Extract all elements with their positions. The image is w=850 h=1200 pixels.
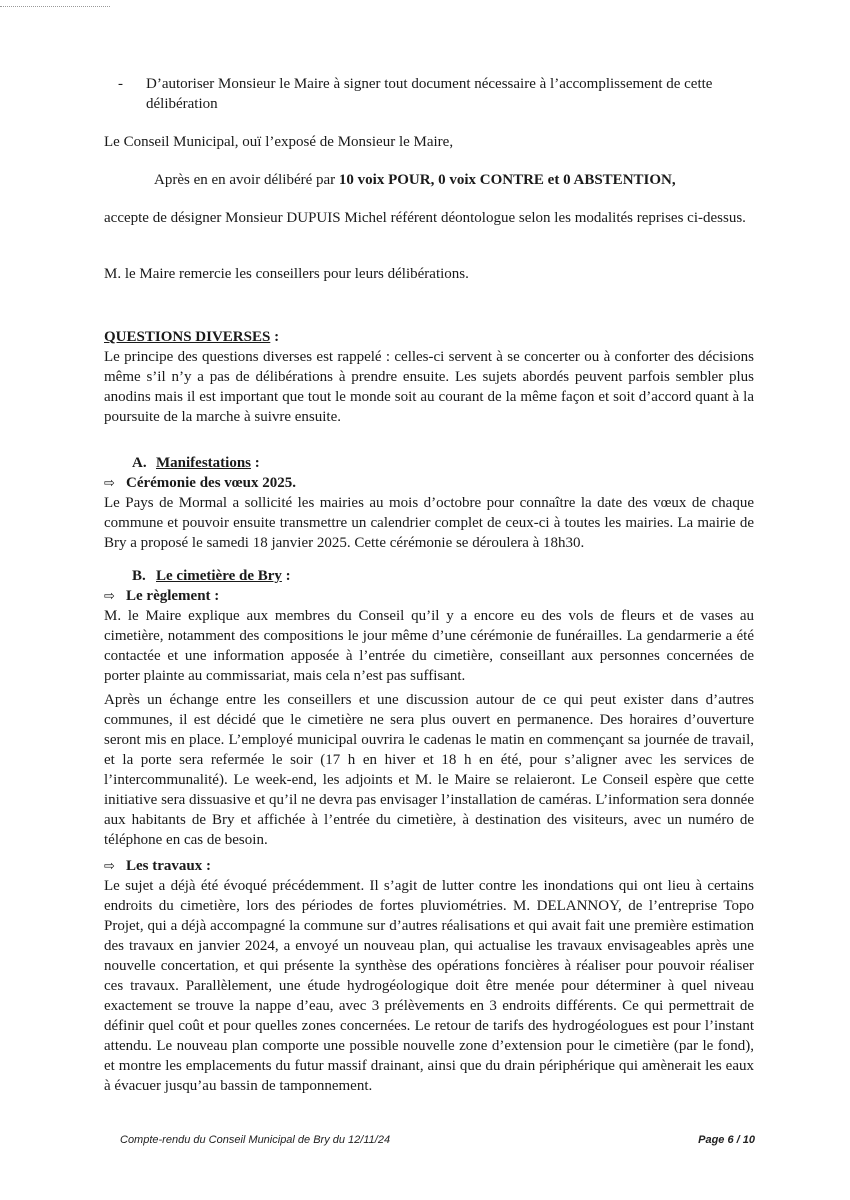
bullet-dash: -: [118, 76, 123, 92]
vote-prefix: Après en en avoir délibéré par: [154, 172, 336, 188]
section-a-suffix: :: [251, 455, 260, 471]
section-b-sub2-text: Le sujet a déjà été évoqué précédemment. Il s’agit de lutter contre les inondations qui ont lieu à certains endroits du cimetière, lors des périodes de fortes pluviométries. M. DELANNOY, de l’entreprise Topo Projet, qui a déjà accompagné la commune sur d’autres réalisations et qui avait fait une première estimation des travaux en janvier 2024, a envoyé un nouveau plan, qui actualise les travaux envisageables après une nouvelle concertation, et qui présente la synthèse des opérations foncières à réaliser pour pouvoir réaliser ces travaux. Parallèlement, une étude hydrogéologique doit être menée pour déterminer à quel niveau exactement se trouve la nappe d’eau, avec 3 prélèvements en 3 endroits différents. Ce qui permettrait de définir quel coût et pour quelles zones concernées. Le retour de tarifs des hydrogéologues est pour l’instant attendu. Le nouveau plan comporte une possible nouvelle zone d’extension pour le cimetière (par le fond), et montre les emplacements du futur massif drainant, ainsi que du drain périphérique qui amènerait les eaux à évacuer jusqu’au bassin de tamponnement.: [104, 878, 754, 1094]
conseil-line: Le Conseil Municipal, ouï l’exposé de Monsieur le Maire,: [104, 134, 454, 150]
bullet-item: [118, 74, 754, 114]
section-b-sub1-p1: M. le Maire explique aux membres du Conseil qu’il y a encore eu des vols de fleurs et de vases au cimetière, notamment des compositions le jour même d’une cérémonie de funérailles. La gendarmerie a été contactée et une information apposée à l’entrée du cimetière, conseillant aux personnes concernées de porter plainte au commissariat, mais cela n’est pas suffisant.: [104, 608, 754, 684]
section-a-heading: [132, 453, 260, 473]
section-b-heading: [132, 566, 291, 586]
section-b-sub1-p2: Après un échange entre les conseillers et une discussion autour de ce qui peut exister dans d’autres communes, il est décidé que le cimetière ne sera plus ouvert en permanence. Des horaires d’ouverture seront mis en place. L’employé municipal ouvrira le cadenas le matin en commençant sa journée de travail, et la porte sera refermée le soir (17 h en hiver et 18 h en été, pour s’aligner avec les services de l’intercommunalité). Le week-end, les adjoints et M. le Maire se relaieront. Le Conseil espère que cette initiative sera dissuasive et qu’il ne devra pas envisager l’installation de caméras. L’information sera donnée aux habitants de Bry et affichée à l’entrée du cimetière, à destination des visiteurs, avec un numéro de téléphone en cas de besoin.: [104, 692, 754, 848]
section-a-letter: A.: [132, 455, 147, 471]
section-b-sub2-title: Les travaux :: [126, 858, 211, 874]
section-b-suffix: :: [281, 568, 291, 584]
vote-result: 10 voix POUR, 0 voix CONTRE et 0 ABSTENTION: [338, 172, 672, 188]
thanks-line: M. le Maire remercie les conseillers pour leurs délibérations.: [104, 266, 469, 282]
arrow-right-icon: ⇨: [104, 476, 115, 491]
vote-suffix: ,: [671, 172, 676, 188]
arrow-right-icon: ⇨: [104, 589, 115, 604]
footer-title: Compte-rendu du Conseil Municipal de Bry du 12/11/24: [120, 1134, 391, 1146]
vote-line: [154, 170, 774, 190]
section-a-sub1-title: Cérémonie des vœux 2025.: [126, 475, 296, 491]
section-a-sub1-heading: [104, 473, 296, 494]
bullet-text: D’autoriser Monsieur le Maire à signer tout document nécessaire à l’accomplissement de cette délibération: [146, 76, 713, 112]
scan-mark: [0, 6, 110, 9]
section-a-title: Manifestations: [156, 455, 251, 471]
questions-title: QUESTIONS DIVERSES: [104, 329, 271, 345]
arrow-right-icon: ⇨: [104, 859, 115, 874]
page-number: Page 6 / 10: [698, 1134, 755, 1146]
section-b-sub2-heading: [104, 856, 211, 877]
questions-intro: Le principe des questions diverses est rappelé : celles-ci servent à se concerter ou à conforter des décisions même s’il n’y a pas de délibérations à prendre ensuite. Les sujets abordés peuvent parfois sembler plus anodins mais il est important que tout le monde soit au courant de la même façon et soit d’accord quant à la poursuite de la marche à suivre ensuite.: [104, 349, 754, 425]
section-b-sub1-heading: [104, 586, 219, 607]
questions-heading: [104, 327, 754, 347]
section-b-sub1-title: Le règlement :: [126, 588, 220, 604]
questions-title-suffix: :: [270, 329, 280, 345]
section-a-sub1-text: Le Pays de Mormal a sollicité les mairies au mois d’octobre pour connaître la date des vœux de chaque commune et pouvoir ensuite transmettre un calendrier complet de ceux-ci à toutes les mairies. La mairie de Bry a proposé le samedi 18 janvier 2025. Cette cérémonie se déroulera à 18h30.: [104, 495, 754, 551]
section-b-title: Le cimetière de Bry: [156, 568, 282, 584]
accept-paragraph: accepte de désigner Monsieur DUPUIS Michel référent déontologue selon les modalités reprises ci-dessus.: [104, 210, 746, 226]
section-b-letter: B.: [132, 568, 146, 584]
